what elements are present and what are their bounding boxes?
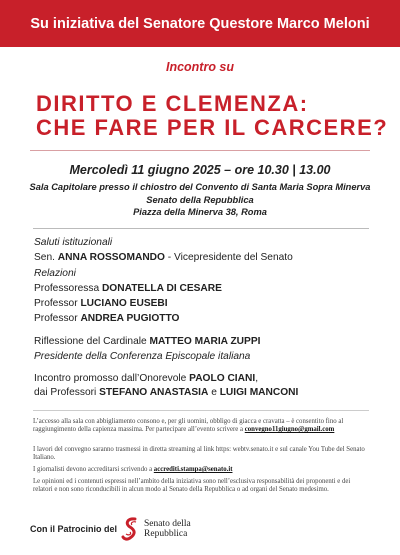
header-banner (0, 0, 400, 47)
divider (33, 410, 369, 411)
event-date: Mercoledì 11 giugno 2025 – ore 10.30 | 13.00 (69, 163, 331, 177)
promosso-line-2 (34, 386, 298, 399)
senato-logo (121, 516, 191, 542)
divider (33, 228, 369, 229)
promosso-prefix: Incontro promosso dall’Onorevole (34, 373, 190, 384)
press-note (33, 466, 369, 474)
promosso-prefix: dai Professori (34, 387, 100, 398)
promosso-conjunction: e (208, 387, 220, 398)
streaming-note: I lavori del convegno saranno trasmessi in diretta streaming al link https: webtv.senato.it e sul canale You Tube del Senato Italiano. (33, 446, 365, 462)
banner-text: Su iniziativa del Senatore Questore Marco Meloni (30, 15, 370, 32)
event-venue (0, 181, 400, 219)
patrocinio-label: Con il Patrocinio del (30, 524, 118, 534)
saluti-heading: Saluti istituzionali (34, 237, 113, 248)
promosso-line-1 (34, 372, 258, 385)
promosso-name: LUIGI MANCONI (219, 387, 299, 398)
speaker-name: ANNA ROSSOMANDO (57, 252, 165, 263)
speaker-row (34, 282, 222, 295)
speaker-prefix: Professoressa (34, 283, 102, 294)
access-note-text: L’accesso alla sala con abbigliamento consono e, per gli uomini, obbligo di giacca e cravatta – è consentito fino al raggiungimento della capienza massima. Per partecipare all’evento scrivere a (33, 418, 344, 434)
speaker-row (34, 297, 168, 310)
logo-line-2: Repubblica (144, 529, 188, 539)
speaker-prefix: Professor (34, 313, 81, 324)
riflessione-name: MATTEO MARIA ZUPPI (149, 336, 261, 347)
logo-text (144, 519, 191, 539)
speaker-prefix: Sen. (34, 252, 58, 263)
venue-line-2: Senato della Repubblica (146, 194, 254, 205)
speaker-row (34, 312, 180, 325)
promosso-name: STEFANO ANASTASIA (99, 387, 209, 398)
event-intro: Incontro su (165, 60, 235, 74)
speaker-name: LUCIANO EUSEBI (80, 298, 168, 309)
riflessione-role: Presidente della Conferenza Episcopale italiana (34, 351, 251, 362)
event-title (36, 92, 388, 140)
promosso-suffix: , (255, 373, 259, 384)
promosso-name: PAOLO CIANI (189, 373, 256, 384)
speaker-prefix: Professor (34, 298, 81, 309)
press-note-text: I giornalisti devono accreditarsi scrivendo a (33, 466, 154, 473)
press-email-link[interactable]: accrediti.stampa@senato.it (153, 466, 233, 473)
title-line-1: DIRITTO E CLEMENZA: (36, 91, 309, 116)
saluti-speaker (34, 251, 293, 264)
relazioni-heading: Relazioni (34, 268, 76, 279)
disclaimer-note: Le opinioni ed i contenuti espressi nell’ambito della iniziativa sono nell’esclusiva responsabilità dei proponenti e dei relatori e non sono riconducibili in alcun modo al Senato della Repubblica o ad organi del Senato medesimo. (33, 478, 351, 494)
footer (30, 516, 191, 542)
logo-line-1: Senato della (144, 519, 191, 529)
riflessione-prefix: Riflessione del Cardinale (34, 336, 150, 347)
speaker-name: DONATELLA DI CESARE (101, 283, 222, 294)
divider (30, 150, 370, 151)
title-line-2: CHE FARE PER IL CARCERE? (36, 115, 389, 140)
senato-emblem-icon (121, 516, 141, 542)
venue-line-3: Piazza della Minerva 38, Roma (133, 207, 267, 217)
riflessione-line (34, 335, 260, 348)
speaker-role: - Vicepresidente del Senato (164, 252, 293, 263)
access-note (33, 418, 369, 435)
speaker-name: ANDREA PUGIOTTO (80, 313, 180, 324)
registration-email-link[interactable]: convegno11giugno@gmail.com (244, 426, 335, 434)
venue-line-1: Sala Capitolare presso il chiostro del Convento di Santa Maria Sopra Minerva (29, 182, 371, 192)
